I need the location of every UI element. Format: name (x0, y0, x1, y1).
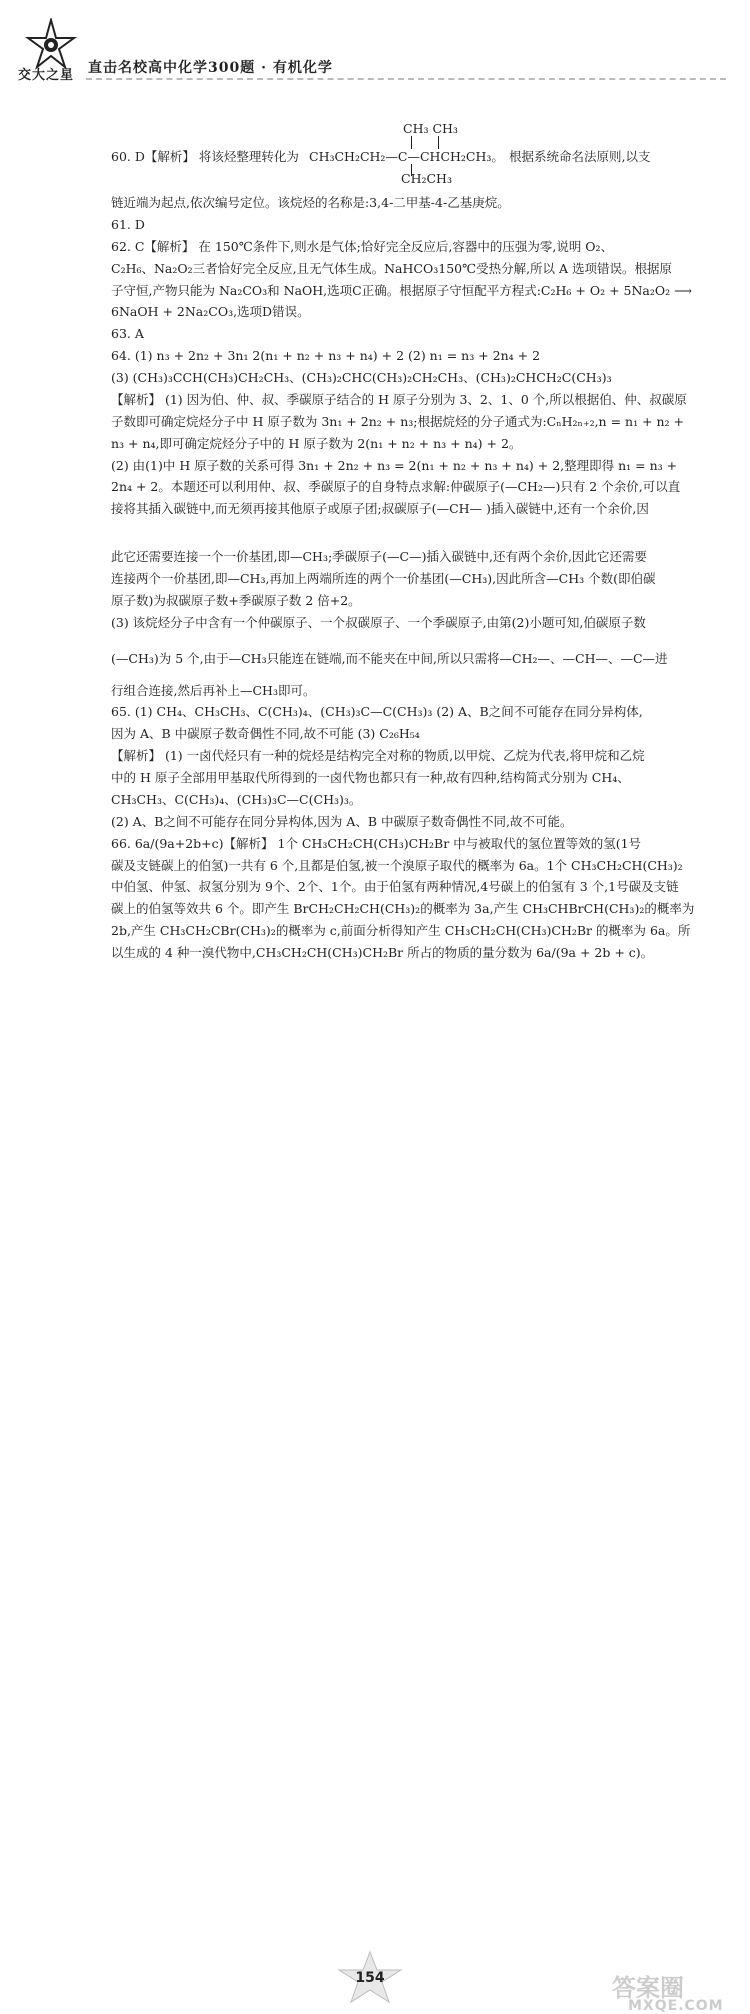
q64-line8: 接将其插入碳链中,而无须再接其他原子或原子团;叔碳原子(—CH— )插入碳链中,还有一个余价,因 (111, 501, 649, 517)
q64-gap2 (111, 634, 699, 648)
q64-line1: 64. (1) n₃ + 2n₂ + 3n₁ 2(n₁ + n₂ + n₃ + n₄) + 2 (2) n₁ = n₃ + 2n₄ + 2 (111, 348, 541, 364)
q65-line1: 65. (1) CH₄、CH₃CH₃、C(CH₃)₄、(CH₃)₃C—C(CH₃)₃ (2) A、B之间不可能存在同分异构体, (111, 704, 643, 720)
q60-structure-bottom: CH₂CH₃ (401, 171, 452, 186)
q64-line9: 此它还需要连接一个一价基团,即—CH₃;季碳原子(—C—)插入碳链中,还有两个余价,因此它还需要 (111, 549, 647, 565)
q64-line5: n₃ + n₄,即可确定烷烃分子中的 H 原子数为 2(n₁ + n₂ + n₃ + n₄) + 2。 (111, 435, 522, 451)
q64-line3: 【解析】 (1) 因为伯、仲、叔、季碳原子结合的 H 原子分别为 3、2、1、0 个,所以根据伯、仲、叔碳原 (111, 391, 687, 407)
q62-line3: 子守恒,产物只能为 Na₂CO₃和 NaOH,选项C正确。根据原子守恒配平方程式:C₂H₆ + O₂ + 5Na₂O₂ ⟶ (111, 282, 693, 298)
q65-line5: CH₃CH₃、C(CH₃)₄、(CH₃)₃C—C(CH₃)₃。 (111, 791, 362, 807)
watermark-url: MXQE.COM (628, 1998, 724, 2014)
q60-line2: 链近端为起点,依次编号定位。该烷烃的名称是:3,4-二甲基-4-乙基庚烷。 (111, 195, 510, 210)
q64-line7: 2n₄ + 2。本题还可以利用仲、叔、季碳原子的自身特点求解:仲碳原子(—CH₂—)只有 2 个余价,可以直 (111, 479, 681, 495)
q62-line4: 6NaOH + 2Na₂CO₃,选项D错误。 (111, 304, 310, 320)
q60-structure-block (111, 118, 699, 186)
q64-gap1 (111, 520, 699, 546)
q65-line3: 【解析】 (1) 一卤代烃只有一种的烷烃是结构完全对称的物质,以甲烷、乙烷为代表,将甲烷和乙烷 (111, 748, 645, 764)
q63-answer: 63. A (111, 326, 144, 342)
q65-line4: 中的 H 原子全部用甲基取代所得到的一卤代物也都只有一种,故有四种,结构简式分别为 CH₄、 (111, 770, 630, 785)
q64-line6: (2) 由(1)中 H 原子数的关系可得 3n₁ + 2n₂ + n₃ = 2(n₁ + n₂ + n₃ + n₄) + 2,整理即得 n₁ = n₃ + (111, 457, 678, 473)
q64-line2: (3) (CH₃)₃CCH(CH₃)CH₂CH₃、(CH₃)₂CHC(CH₃)₂CH₂CH₃、(CH₃)₂CHCH₂C(CH₃)₃ (111, 370, 612, 385)
q64-line14: 行组合连接,然后再补上—CH₃即可。 (111, 682, 316, 698)
answer-content (111, 118, 699, 964)
q60-structure-top: CH₃ CH₃ (403, 121, 458, 136)
q66-line5: 2b,产生 CH₃CH₂CBr(CH₃)₂的概率为 c,前面分析得知产生 CH₃CH₂CH(CH₃)CH₂Br 的概率为 6a。所 (111, 923, 691, 939)
q60-structure-main: CH₃CH₂CH₂—C—CHCH₂CH₃。 (309, 149, 504, 164)
q60-line1-suffix: 根据系统命名法原则,以支 (509, 149, 651, 164)
book-title: 直击名校高中化学300题 · 有机化学 (88, 60, 333, 76)
q64-line4: 子数即可确定烷烃分子中 H 原子数为 3n₁ + 2n₂ + n₃;根据烷烃的分子通式为:CₙH₂ₙ₊₂,n = n₁ + n₂ + (111, 413, 685, 429)
q66-line1: 66. 6a/(9a+2b+c)【解析】 1个 CH₃CH₂CH(CH₃)CH₂Br 中与被取代的氢位置等效的氢(1号 (111, 835, 642, 851)
q65-line6: (2) A、B之间不可能存在同分异构体,因为 A、B 中碳原子数奇偶性不同,故不可能。 (111, 813, 573, 829)
q64-line11: 原子数)为叔碳原子数+季碳原子数 2 倍+2。 (111, 592, 361, 608)
q65-line2: 因为 A、B 中碳原子数奇偶性不同,故不可能 (3) C₂₆H₅₄ (111, 726, 420, 742)
page-number: 154 (355, 1970, 385, 1986)
q62-line2: C₂H₆、Na₂O₂三者恰好完全反应,且无气体生成。NaHCO₃150℃受热分解,所以 A 选项错误。根据原 (111, 260, 673, 276)
watermark-logo: 答案圈 (612, 1974, 684, 2002)
q64-line10: 连接两个一价基团,即—CH₃,再加上两端所连的两个一价基团(—CH₃),因此所含—CH₃ 个数(即伯碳 (111, 571, 656, 586)
q66-line4: 碳上的伯氢等效共 6 个。即产生 BrCH₂CH₂CH(CH₃)₂的概率为 3a,产生 CH₃CHBrCH(CH₃)₂的概率为 (111, 901, 695, 917)
q60-line1-prefix: 60. D【解析】 将该烃整理转化为 (111, 149, 299, 164)
page-header (0, 0, 750, 95)
q64-line12: (3) 该烷烃分子中含有一个仲碳原子、一个叔碳原子、一个季碳原子,由第(2)小题可知,伯碳原子数 (111, 614, 646, 630)
q66-line2: 碳及支链碳上的伯氢)一共有 6 个,且都是伯氢,被一个溴原子取代的概率为 6a。1个 CH₃CH₂CH(CH₃)₂ (111, 857, 683, 873)
q61-answer: 61. D (111, 216, 145, 232)
logo-text: 交大之星 (18, 68, 75, 83)
q64-line13: (—CH₃)为 5 个,由于—CH₃只能连在链端,而不能夹在中间,所以只需将—CH₂—、—CH—、—C—进 (111, 650, 668, 666)
q62-line1: 62. C【解析】 在 150℃条件下,则水是气体;恰好完全反应后,容器中的压强为零,说明 O₂、 (111, 238, 614, 254)
q64-gap3 (111, 670, 699, 680)
page-footer (0, 978, 750, 2014)
q66-line3: 中伯氢、仲氢、叔氢分别为 9个、2个、1个。由于伯氢有两种情况,4号碳上的伯氢有 3 个,1号碳及支链 (111, 879, 679, 895)
q66-line6: 以生成的 4 种一溴代物中,CH₃CH₂CH(CH₃)CH₂Br 所占的物质的量分数为 6a/(9a + 2b + c)。 (111, 945, 654, 960)
header-divider (86, 78, 726, 80)
